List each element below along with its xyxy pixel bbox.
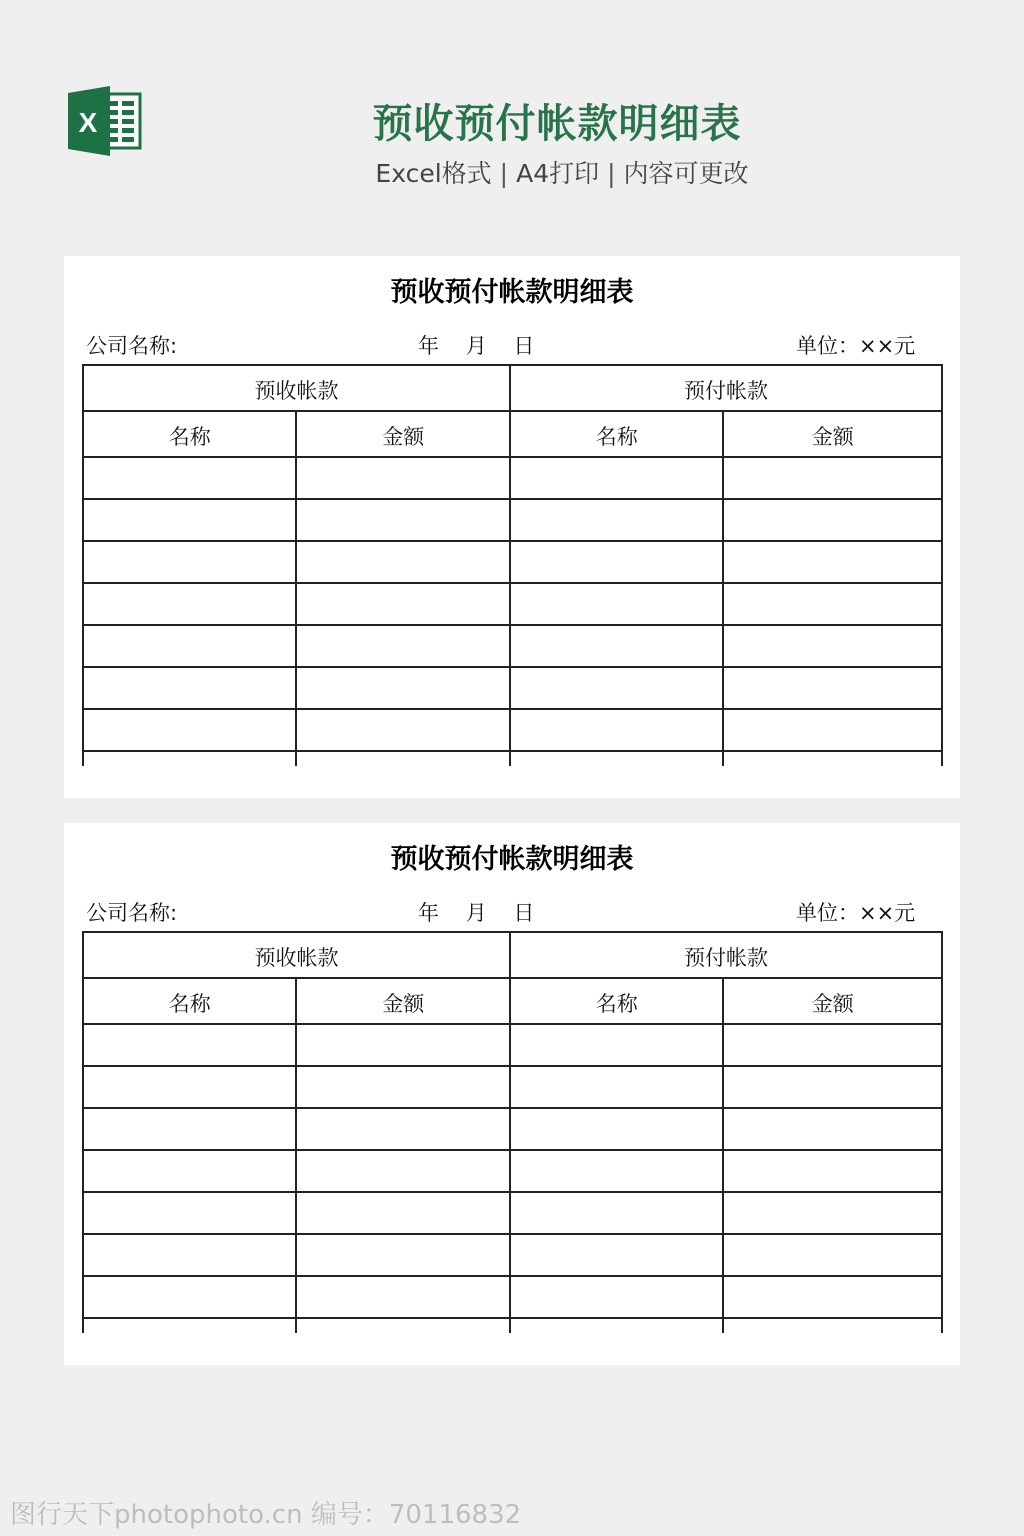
table-cell[interactable] (83, 1276, 296, 1318)
column-header-name: 名称 (510, 978, 723, 1024)
table-cell[interactable] (723, 541, 942, 583)
column-header-amount: 金额 (296, 978, 509, 1024)
ledger-table (82, 931, 943, 1333)
table-row (83, 1066, 942, 1108)
sheet-meta-row (64, 897, 960, 927)
table-cell (296, 751, 509, 766)
page-title: 预收预付帐款明细表 (372, 101, 742, 147)
table-cell (296, 1318, 509, 1333)
subtitle-print: A4打印 (516, 159, 600, 188)
table-cell[interactable] (723, 499, 942, 541)
table-cell[interactable] (723, 1276, 942, 1318)
table-cell[interactable] (83, 1192, 296, 1234)
table-cell[interactable] (296, 667, 509, 709)
page-subtitle (0, 154, 1024, 190)
table-row (83, 583, 942, 625)
table-cell[interactable] (510, 625, 723, 667)
table-cell[interactable] (723, 709, 942, 751)
table-cell[interactable] (723, 1024, 942, 1066)
table-cell[interactable] (296, 583, 509, 625)
table-cell (83, 1318, 296, 1333)
table-cell (723, 751, 942, 766)
table-row-truncated (83, 751, 942, 766)
date-label: 年 月 日 (418, 901, 535, 925)
subtitle-separator: | (607, 159, 616, 188)
table-cell[interactable] (83, 1066, 296, 1108)
group-header-receivable: 预收帐款 (83, 365, 510, 411)
table-cell[interactable] (296, 1234, 509, 1276)
table-cell[interactable] (83, 583, 296, 625)
table-cell[interactable] (83, 1024, 296, 1066)
table-row (83, 667, 942, 709)
table-cell[interactable] (510, 1276, 723, 1318)
sheet-title: 预收预付帐款明细表 (390, 844, 634, 875)
column-header-name: 名称 (83, 978, 296, 1024)
table-cell[interactable] (296, 1108, 509, 1150)
unit-label: 单位：××元 (796, 334, 916, 358)
column-header-row (83, 411, 942, 457)
table-cell[interactable] (510, 667, 723, 709)
table-cell (510, 1318, 723, 1333)
table-cell[interactable] (83, 457, 296, 499)
table-cell[interactable] (510, 541, 723, 583)
subtitle-editable: 内容可更改 (623, 159, 749, 188)
table-cell[interactable] (296, 1276, 509, 1318)
table-cell[interactable] (296, 625, 509, 667)
table-cell (83, 751, 296, 766)
table-cell[interactable] (83, 1234, 296, 1276)
table-row (83, 499, 942, 541)
table-cell[interactable] (296, 709, 509, 751)
table-cell[interactable] (296, 457, 509, 499)
table-cell[interactable] (83, 709, 296, 751)
table-row (83, 1024, 942, 1066)
table-row (83, 625, 942, 667)
table-cell[interactable] (723, 667, 942, 709)
company-name-label: 公司名称: (86, 334, 178, 358)
table-row (83, 457, 942, 499)
group-header-payable: 预付帐款 (510, 365, 942, 411)
table-cell[interactable] (723, 625, 942, 667)
table-cell[interactable] (83, 625, 296, 667)
column-header-amount: 金额 (723, 978, 942, 1024)
group-header-payable: 预付帐款 (510, 932, 942, 978)
table-cell[interactable] (296, 1024, 509, 1066)
table-row-truncated (83, 1318, 942, 1333)
column-header-amount: 金额 (296, 411, 509, 457)
table-row (83, 1276, 942, 1318)
column-header-amount: 金额 (723, 411, 942, 457)
table-cell[interactable] (510, 1234, 723, 1276)
unit-label: 单位：××元 (796, 901, 916, 925)
table-cell[interactable] (296, 1192, 509, 1234)
sheet-title: 预收预付帐款明细表 (390, 277, 634, 308)
group-header-receivable: 预收帐款 (83, 932, 510, 978)
table-cell[interactable] (296, 1066, 509, 1108)
excel-logo-letter: X (78, 107, 98, 138)
table-cell (510, 751, 723, 766)
sheet-meta-row (64, 330, 960, 360)
table-cell[interactable] (723, 583, 942, 625)
column-header-row (83, 978, 942, 1024)
table-row (83, 1234, 942, 1276)
ledger-table (82, 364, 943, 766)
ledger-sheet-1 (64, 256, 960, 798)
table-cell[interactable] (510, 1192, 723, 1234)
table-cell[interactable] (510, 1024, 723, 1066)
table-cell[interactable] (296, 541, 509, 583)
table-cell[interactable] (510, 499, 723, 541)
table-cell[interactable] (510, 1150, 723, 1192)
table-row (83, 1108, 942, 1150)
subtitle-format: Excel格式 (375, 159, 492, 188)
table-cell[interactable] (723, 1108, 942, 1150)
group-header-row (83, 365, 942, 411)
company-name-label: 公司名称: (86, 901, 178, 925)
table-cell[interactable] (723, 1150, 942, 1192)
table-cell[interactable] (83, 541, 296, 583)
table-row (83, 541, 942, 583)
table-cell[interactable] (510, 709, 723, 751)
table-cell[interactable] (723, 1192, 942, 1234)
table-cell[interactable] (510, 457, 723, 499)
table-row (83, 1192, 942, 1234)
table-cell[interactable] (723, 457, 942, 499)
group-header-row (83, 932, 942, 978)
watermark: 图行天下photophoto.cn 编号：70116832 (10, 1500, 522, 1530)
column-header-name: 名称 (83, 411, 296, 457)
table-cell[interactable] (83, 667, 296, 709)
table-cell[interactable] (296, 1150, 509, 1192)
table-cell[interactable] (83, 1150, 296, 1192)
table-cell[interactable] (510, 1108, 723, 1150)
table-cell[interactable] (510, 1066, 723, 1108)
table-cell (723, 1318, 942, 1333)
column-header-name: 名称 (510, 411, 723, 457)
table-cell[interactable] (723, 1234, 942, 1276)
ledger-sheet-2 (64, 823, 960, 1365)
table-cell[interactable] (723, 1066, 942, 1108)
table-cell[interactable] (83, 499, 296, 541)
table-cell[interactable] (296, 499, 509, 541)
table-row (83, 709, 942, 751)
table-cell[interactable] (510, 583, 723, 625)
date-label: 年 月 日 (418, 334, 535, 358)
table-row (83, 1150, 942, 1192)
subtitle-separator: | (499, 159, 509, 188)
table-cell[interactable] (83, 1108, 296, 1150)
